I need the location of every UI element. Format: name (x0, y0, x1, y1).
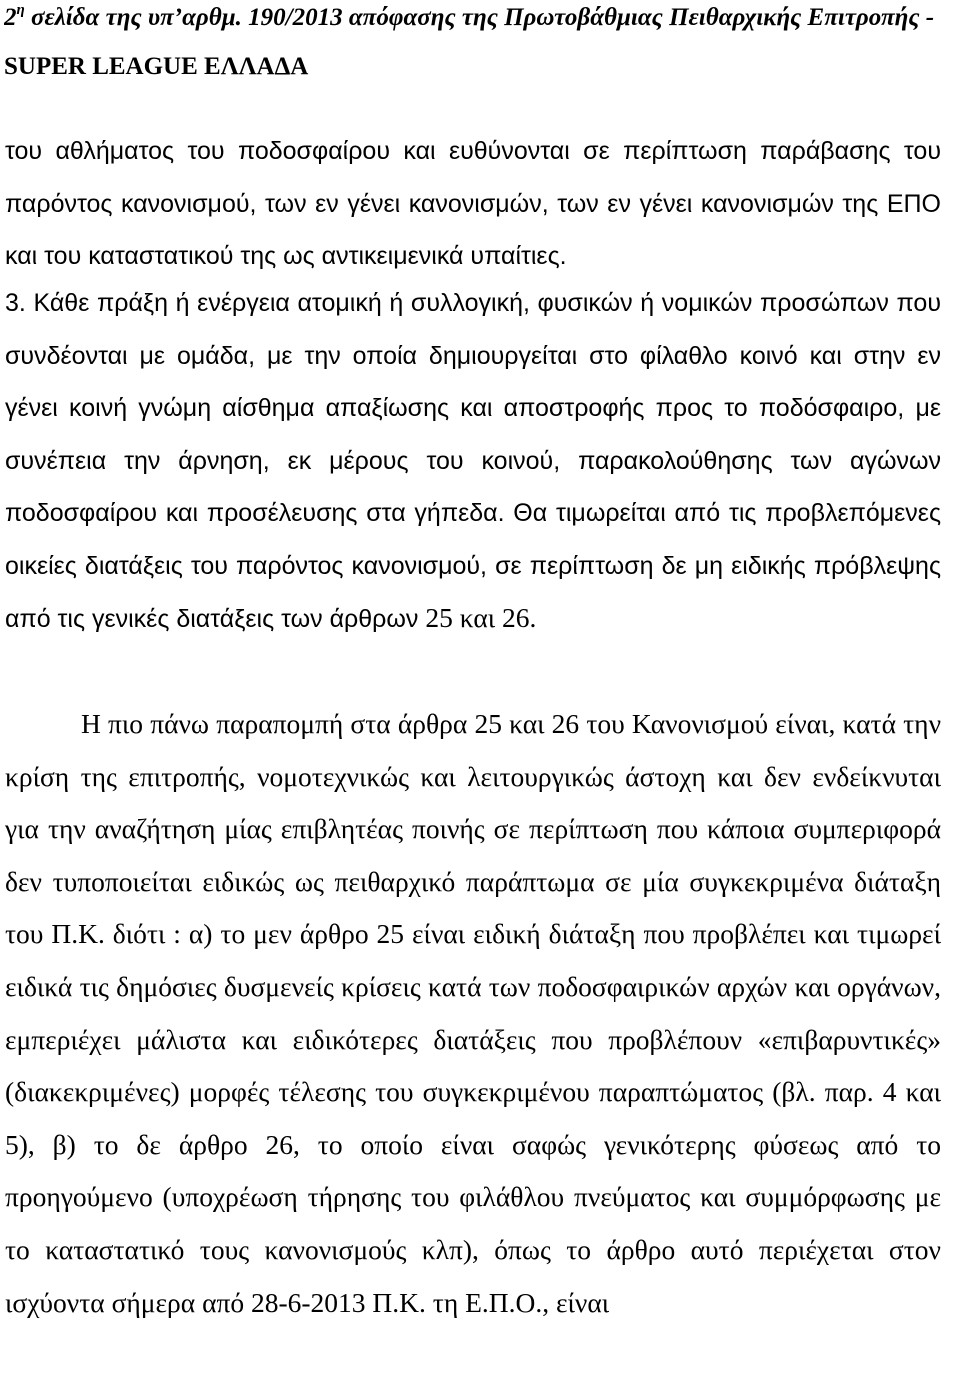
header-superscript: η (16, 4, 25, 18)
paragraph-3-indent (5, 708, 81, 739)
header-title: σελίδα της υπ’αρθμ. 190/2013 απόφασης της Πρωτοβάθμιας Πειθαρχικής Επιτροπής - (24, 4, 935, 31)
paragraph-2-text: 3. Κάθε πράξη ή ενέργεια ατομική ή συλλογική, φυσικών ή νομικών προσώπων που συνδέονται με ομάδα, με την οποία δημιουργείται στο φίλαθλο κοινό και στην εν γένει κοινή γνώμη αίσθημα απαξίωσης και αποστροφής προς το ποδόσφαιρο, με συνέπεια την άρνηση, εκ μέρους του κοινού, παρακολούθησης των αγώνων ποδοσφαίρου και προσέλευσης στα γήπεδα. Θα τιμωρείται από τις προβλεπόμενες οικείες διατάξεις του παρόντος κανονισμού, σε περίπτωση δε μη ειδικής πρόβλεψης από τις γενικές διατάξεις των άρθρων (5, 289, 941, 633)
page-header (4, 4, 956, 81)
paragraph-2 (5, 277, 941, 646)
header-page-number: 2 (4, 4, 17, 31)
paragraph-3-text: Η πιο πάνω παραπομπή στα άρθρα 25 και 26 του Κανονισμού είναι, κατά την κρίση της επιτροπής, νομοτεχνικώς και λειτουργικώς άστοχη και δεν ενδείκνυται για την αναζήτηση μίας επιβλητέας ποινής σε περίπτωση που κάποια συμπεριφορά δεν τυποποιείται ειδικώς ως πειθαρχικό παράπτωμα σε μία συγκεκριμένα διάταξη του Π.Κ. διότι : α) το μεν άρθρο 25 είναι ειδική διάταξη που προβλέπει και τιμωρεί ειδικά τις δημόσιες δυσμενείς κρίσεις κατά των ποδοσφαιρικών αρχών και οργάνων, εμπεριέχει μάλιστα και ειδικότερες διατάξεις που προβλέπουν «επιβαρυντικές» (διακεκριμένες) μορφές τέλεσης του συγκεκριμένου παραπτώματος (βλ. παρ. 4 και 5), β) το δε άρθρο 26, το οποίο είναι σαφώς γενικότερης φύσεως από το προηγούμενο (υποχρέωση τήρησης του φιλάθλου πνεύματος και συμμόρφωσης με το καταστατικό τους κανονισμούς κλπ), όπως το άρθρο αυτό περιέχεται στον ισχύοντα σήμερα από 28-6-2013 Π.Κ. τη Ε.Π.Ο., είναι (5, 708, 941, 1318)
paragraph-2-article-numbers: 25 και 26. (425, 602, 537, 633)
header-subtitle: SUPER LEAGUE ΕΛΛΑΔΑ (4, 53, 309, 80)
paragraph-1: του αθλήματος του ποδοσφαίρου και ευθύνονται σε περίπτωση παράβασης του παρόντος κανονισμού, των εν γένει κανονισμών, των εν γένει κανονισμών της ΕΠΟ και του καταστατικού της ως αντικειμενικά υπαίτιες. (5, 137, 941, 270)
paragraph-3 (5, 698, 941, 1329)
